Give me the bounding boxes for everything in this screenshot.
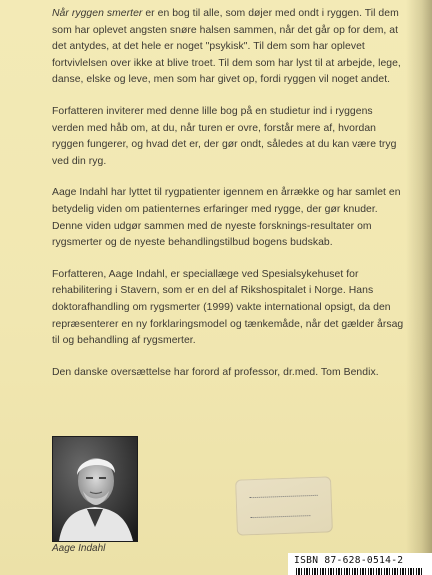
blurb-text <box>52 6 404 396</box>
blurb-paragraph-3: Aage Indahl har lyttet til rygpatienter igennem en årrække og har samlet en betydelig viden om patienternes erfaringer med rygge, der gør knuder. Denne viden udgør sammen med de nyeste forsknings-resultater om rygsmerter og de nyeste behandlingstilbud bogens budskab. <box>52 187 401 249</box>
author-photo <box>52 436 138 542</box>
blurb-paragraph-5: Den danske oversættelse har forord af professor, dr.med. Tom Bendix. <box>52 366 379 378</box>
author-caption: Aage Indahl <box>52 543 106 554</box>
isbn-barcode <box>288 553 432 575</box>
sticker-handwriting-line <box>250 507 310 518</box>
blurb-paragraph-2: Forfatteren inviterer med denne lille bog på en studietur ind i ryggens verden med håb om, at du, når turen er ovre, forstår mere af, hvordan ryggen fungerer, og hvad det er, der gør ondt, således at du kan være tryg ved din ryg. <box>52 105 397 167</box>
spine-shadow <box>406 0 432 575</box>
blurb-paragraph-4: Forfatteren, Aage Indahl, er speciallæge ved Spesialsykehuset for rehabilitering i Stavern, som er en del af Rikshospitalet i Norge. Hans doktorafhandling om rygsmerter (1999) vakte international opsigt, da den repræsenterer en ny forklaringsmodel og tænkemåde, når det gælder årsag til og behandling af rygsmerter. <box>52 268 404 347</box>
barcode-bars <box>296 568 424 575</box>
sticker-handwriting-line <box>249 487 317 498</box>
blurb-paragraph-1 <box>52 6 404 89</box>
isbn-number: ISBN 87-628-0514-2 <box>294 555 404 566</box>
blurb-paragraph-1-body: er en bog til alle, som døjer med ondt i ryggen. Til dem som har oplevet angsten snøre halsen sammen, når det går op for dem, at det antydes, at det hele er noget "psykisk". Til dem som har oplevet fortvivlelsen over ikke at blive troet. Til dem som har lyst til at arbejde, lege, danse, elske og leve, men som har givet op, fordi ryggen vil noget andet. <box>52 8 401 86</box>
price-sticker <box>235 476 333 535</box>
author-portrait-icon <box>53 437 137 541</box>
book-title-lead: Når ryggen smerter <box>52 8 143 19</box>
